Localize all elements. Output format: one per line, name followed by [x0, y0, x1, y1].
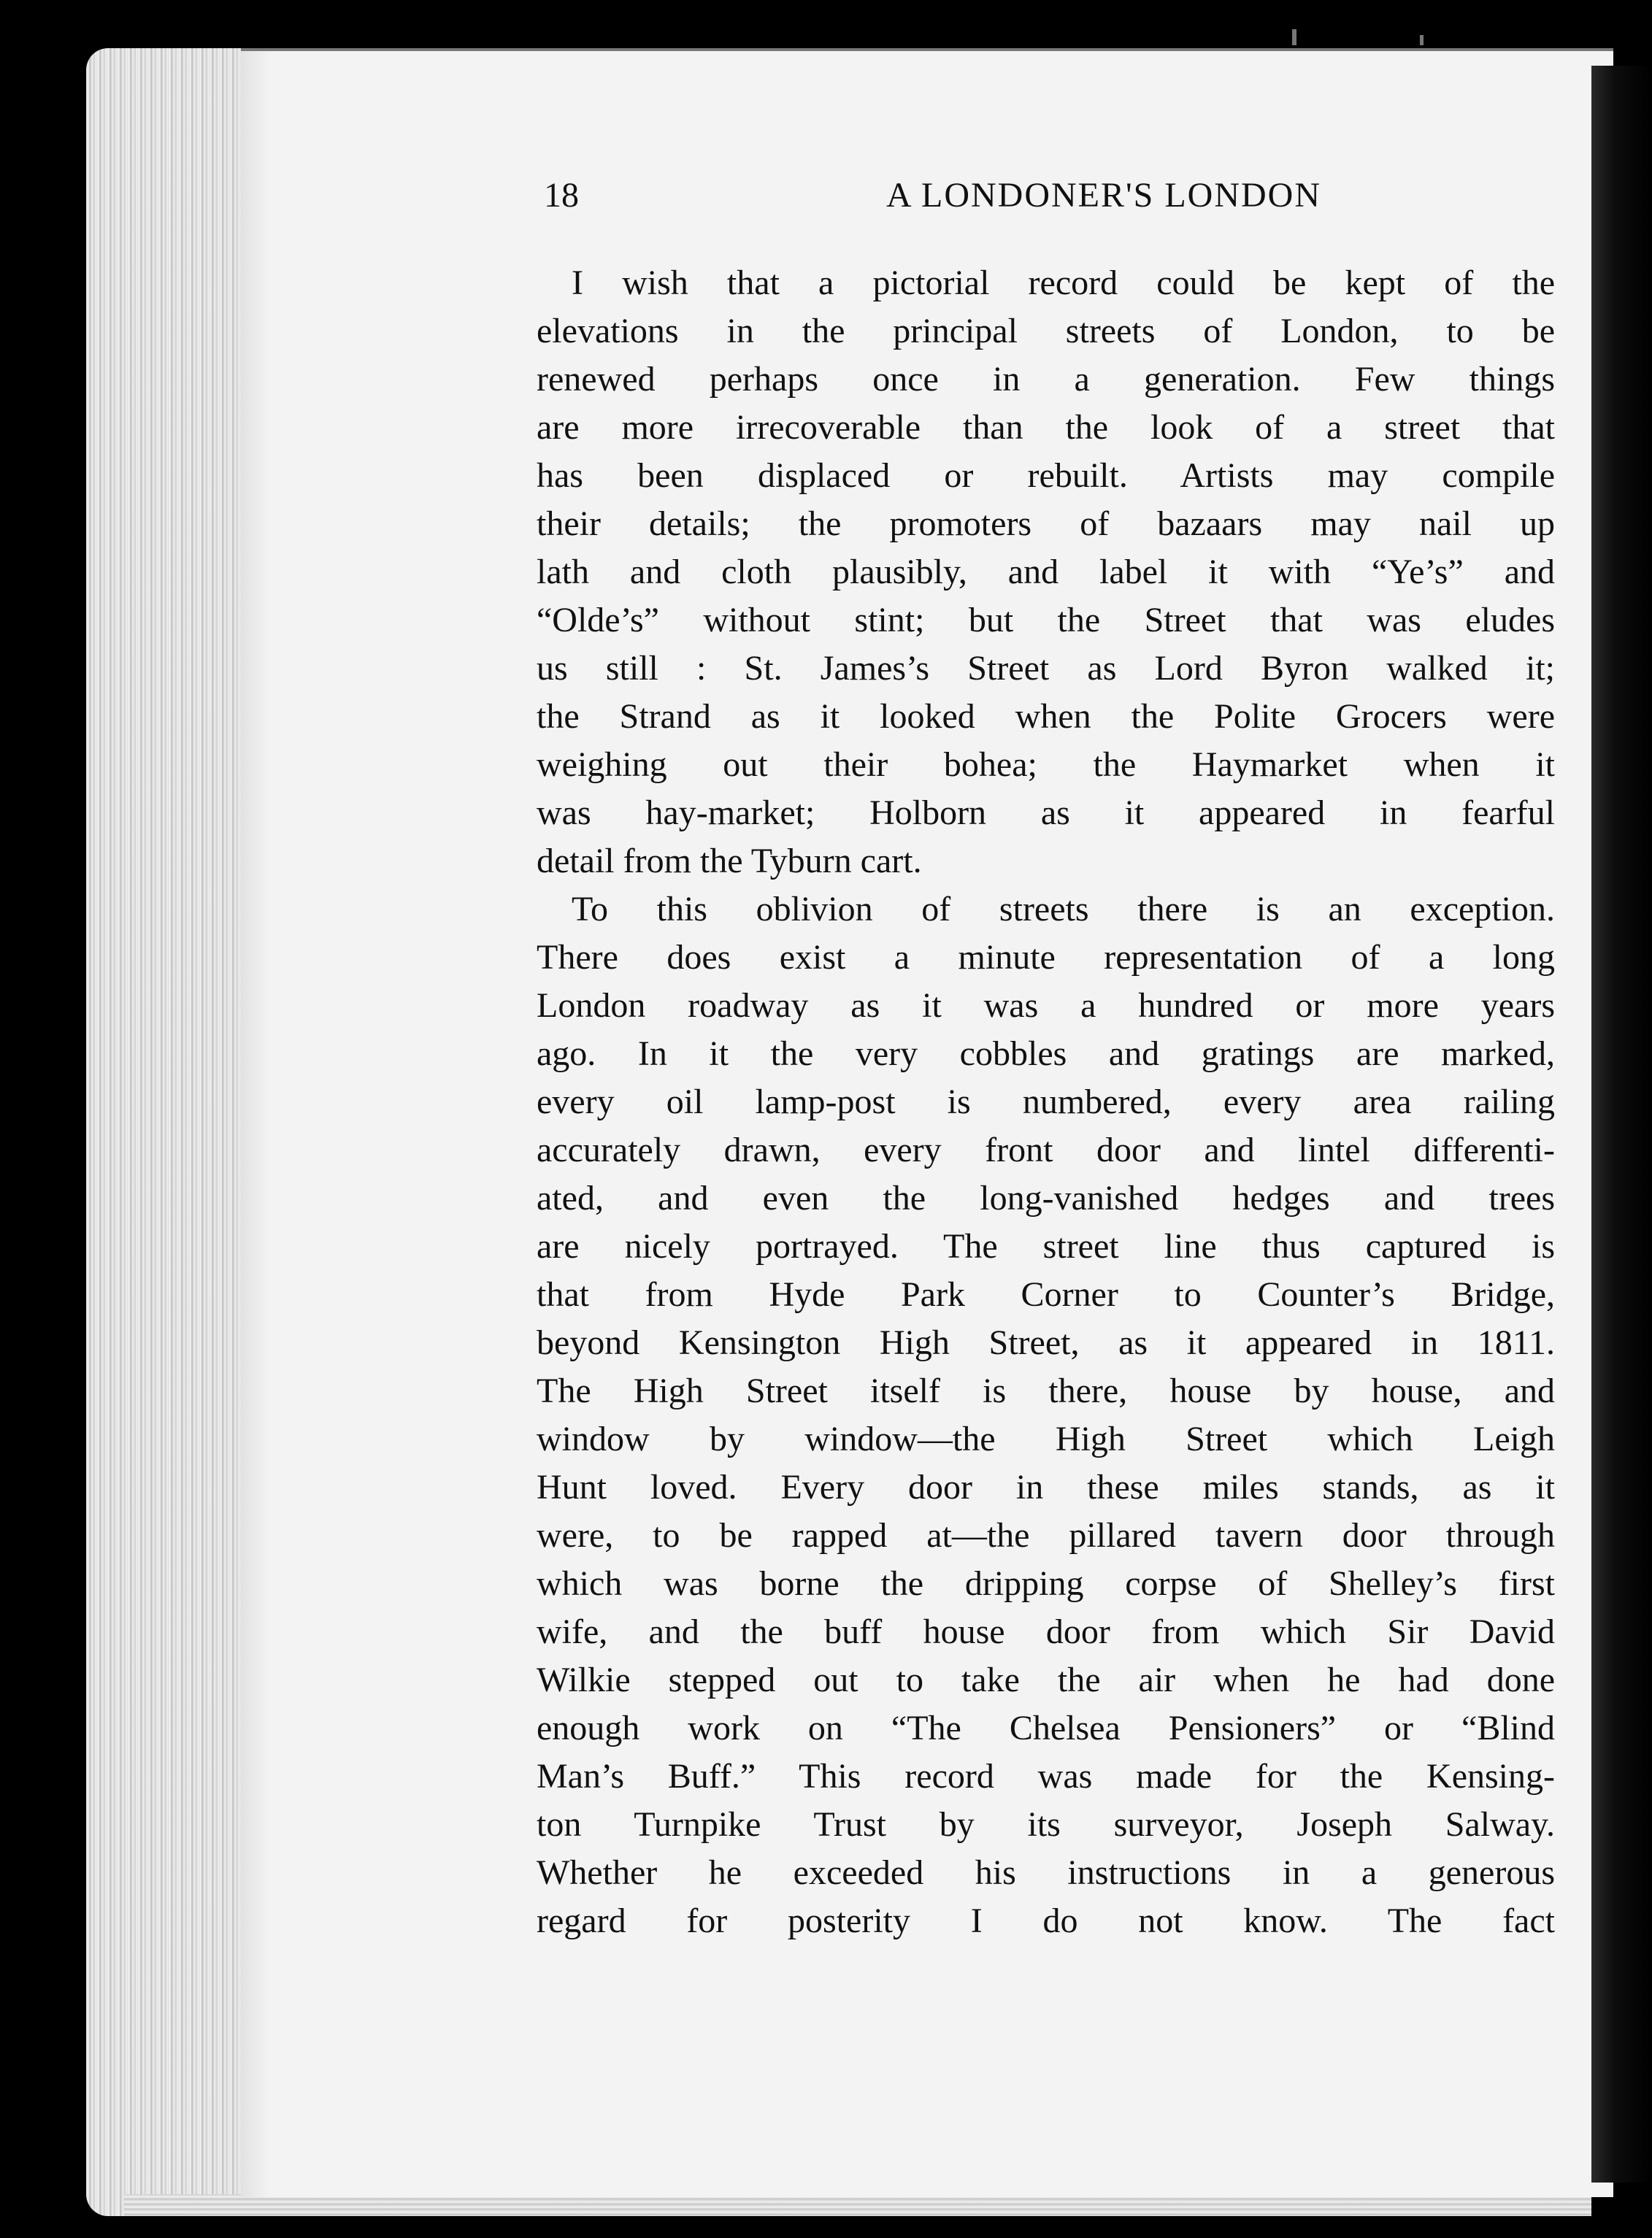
paragraph-2	[537, 885, 1555, 1945]
text-line: weighing out their bohea; the Haymarket when it	[537, 745, 1555, 784]
text-line: regard for posterity I do not know. The fact	[537, 1901, 1555, 1940]
page-number: 18	[544, 176, 579, 215]
text-line: every oil lamp-post is numbered, every area railing	[537, 1083, 1555, 1121]
running-header	[544, 175, 1321, 215]
text-line: the Strand as it looked when the Polite Grocers were	[537, 697, 1555, 736]
paragraph-1	[537, 259, 1555, 885]
text-line: renewed perhaps once in a generation. Few things	[537, 360, 1555, 399]
text-line: “Olde’s” without stint; but the Street that was eludes	[537, 601, 1555, 639]
text-line: are nicely portrayed. The street line thus captured is	[537, 1227, 1555, 1266]
scan-speck	[1420, 35, 1424, 45]
text-line: London roadway as it was a hundred or more years	[537, 986, 1555, 1025]
text-line: detail from the Tyburn cart.	[537, 842, 922, 880]
text-line: The High Street itself is there, house by house, and	[537, 1372, 1555, 1410]
text-line: Hunt loved. Every door in these miles stands, as it	[537, 1468, 1555, 1507]
text-line: Man’s Buff.” This record was made for the Kensing-	[537, 1757, 1555, 1796]
text-line: Wilkie stepped out to take the air when he had done	[537, 1661, 1555, 1699]
text-line: wife, and the buff house door from which Sir David	[537, 1612, 1555, 1651]
text-line: ago. In it the very cobbles and gratings are marked,	[537, 1034, 1555, 1073]
binding-gutter	[1591, 66, 1652, 2183]
text-line: ton Turnpike Trust by its surveyor, Joseph Salway.	[537, 1805, 1555, 1844]
text-line: lath and cloth plausibly, and label it with “Ye’s” and	[537, 553, 1555, 591]
text-line: I wish that a pictorial record could be kept of the	[572, 264, 1555, 302]
text-line: has been displaced or rebuilt. Artists may compile	[537, 456, 1555, 495]
running-title: A LONDONER'S LONDON	[886, 176, 1321, 215]
text-line: us still : St. James’s Street as Lord Byron walked it;	[537, 649, 1555, 688]
text-line: accurately drawn, every front door and lintel differenti-	[537, 1131, 1555, 1169]
body-text	[537, 259, 1555, 1945]
text-line: which was borne the dripping corpse of Shelley’s first	[537, 1564, 1555, 1603]
text-line: that from Hyde Park Corner to Counter’s Bridge,	[537, 1275, 1555, 1314]
text-line: was hay-market; Holborn as it appeared in fearful	[537, 793, 1555, 832]
text-line: There does exist a minute representation of a long	[537, 938, 1555, 977]
scan-speck	[1292, 29, 1296, 45]
text-line: are more irrecoverable than the look of a street that	[537, 408, 1555, 447]
page-bottom-edges	[124, 2194, 1591, 2216]
text-line: were, to be rapped at—the pillared tavern door through	[537, 1516, 1555, 1555]
text-line: window by window—the High Street which Leigh	[537, 1420, 1555, 1458]
text-line: ated, and even the long-vanished hedges and trees	[537, 1179, 1555, 1218]
text-line: elevations in the principal streets of London, to be	[537, 312, 1555, 350]
text-line: enough work on “The Chelsea Pensioners” or “Blind	[537, 1709, 1555, 1747]
text-line: To this oblivion of streets there is an exception.	[572, 890, 1555, 928]
text-line: Whether he exceeded his instructions in a generous	[537, 1853, 1555, 1892]
text-line: their details; the promoters of bazaars may nail up	[537, 504, 1555, 543]
text-line: beyond Kensington High Street, as it appeared in 1811.	[537, 1323, 1555, 1362]
